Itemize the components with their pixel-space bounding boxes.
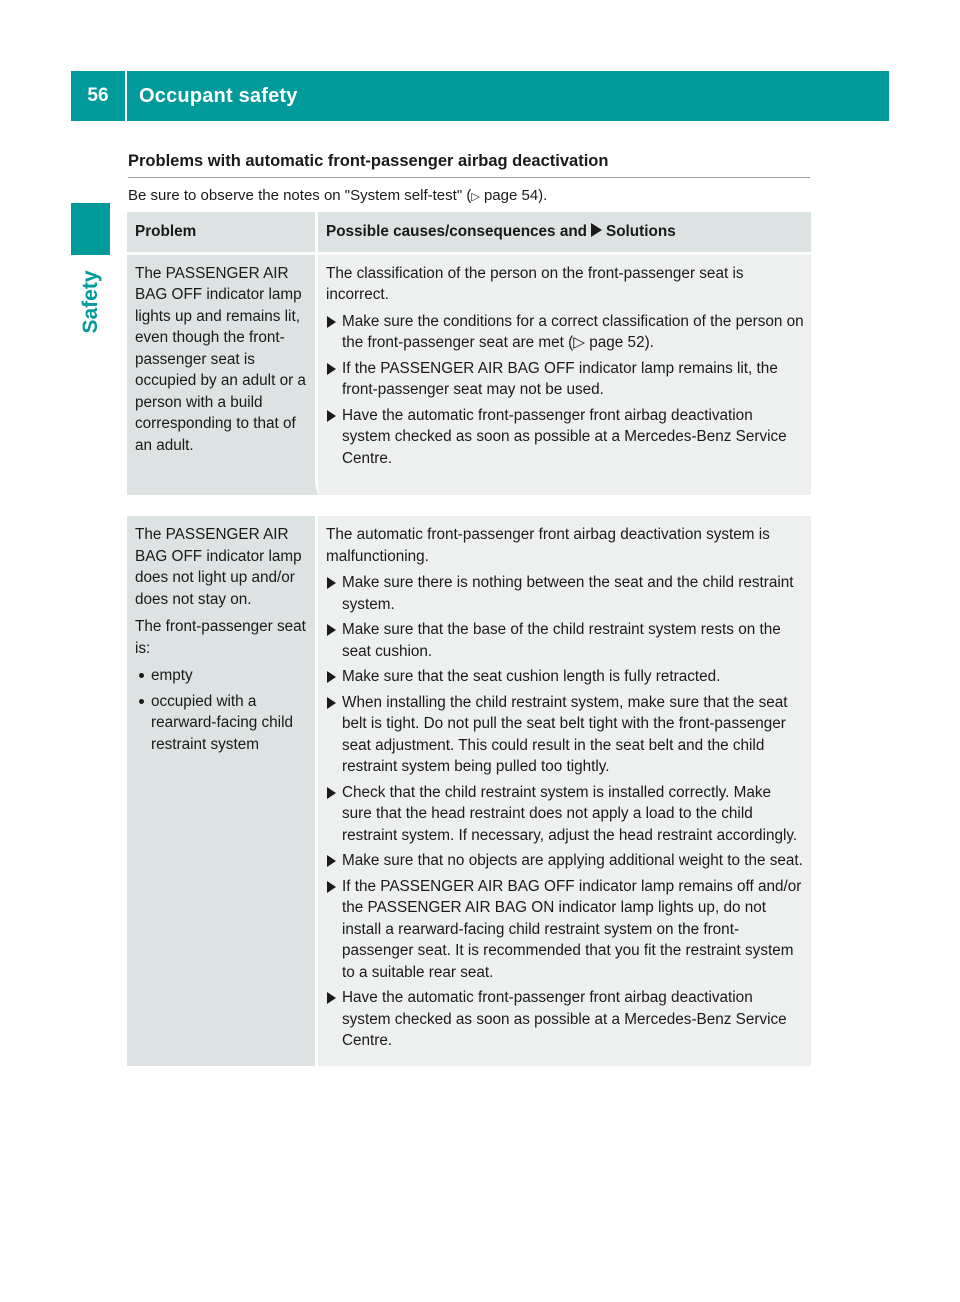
list-item	[326, 876, 804, 984]
cause-text: The classification of the person on the front-passenger seat is incorrect.	[326, 264, 744, 303]
page-number: 56	[87, 85, 109, 106]
step-text: Have the automatic front-passenger front airbag deactivation system checked as soon as possible at a Mercedes-Benz Service Centre.	[342, 989, 787, 1049]
list-item	[326, 987, 804, 1052]
step-text: Make sure there is nothing between the seat and the child restraint system.	[342, 574, 794, 613]
list-item	[326, 358, 804, 401]
step-text: Make sure the conditions for a correct classification of the person on the front-passenger seat are met (▷ page 52).	[342, 312, 804, 351]
header-causes-solutions	[318, 212, 811, 255]
problem-cell	[127, 516, 318, 1066]
solution-cell	[318, 255, 811, 496]
list-item	[326, 619, 804, 662]
problem-text: The PASSENGER AIR BAG OFF indicator lamp lights up and remains lit, even though the front-passenger seat is occupied by an adult or a person with a build corresponding to that of an adult.	[135, 264, 306, 454]
step-arrow-icon	[327, 881, 336, 893]
list-item	[135, 665, 308, 687]
solution-steps	[326, 311, 804, 470]
solution-cell	[318, 516, 811, 1066]
step-arrow-icon	[327, 787, 336, 799]
step-arrow-icon	[327, 624, 336, 636]
list-item	[326, 782, 804, 847]
row-separator-cell	[127, 495, 811, 516]
step-arrow-icon	[327, 671, 336, 683]
side-section-label	[71, 262, 110, 342]
step-text: Make sure that no objects are applying additional weight to the seat.	[342, 852, 803, 869]
step-arrow-icon	[327, 363, 336, 375]
problem-text: The PASSENGER AIR BAG OFF indicator lamp does not light up and/or does not stay on.	[135, 526, 302, 608]
bullet-text: occupied with a rearward-facing child restraint system	[151, 692, 293, 753]
step-text: Make sure that the seat cushion length is fully retracted.	[342, 668, 721, 685]
table-header-row	[127, 212, 811, 255]
step-text: Have the automatic front-passenger front airbag deactivation system checked as soon as possible at a Mercedes-Benz Service Centre.	[342, 406, 787, 467]
bullet-icon	[139, 699, 144, 704]
header-causes-text: Possible causes/consequences and	[326, 223, 588, 240]
step-arrow-icon	[327, 992, 336, 1004]
table-row	[127, 516, 811, 1066]
header-bar	[71, 71, 889, 121]
problem-cell	[127, 255, 318, 496]
list-item	[326, 405, 804, 470]
step-text: Check that the child restraint system is installed correctly. Make sure that the head restraint does not apply a load to the child restraint system. If necessary, adjust the head restraint accordingly.	[342, 783, 798, 844]
side-tab-marker	[71, 203, 110, 255]
list-item	[326, 311, 804, 354]
step-arrow-icon	[327, 697, 336, 709]
step-text: Make sure that the base of the child restraint system rests on the seat cushion.	[342, 621, 781, 660]
problem-para2: The front-passenger seat is:	[135, 618, 306, 657]
list-item	[326, 692, 804, 778]
step-arrow-icon	[327, 577, 336, 589]
bullet-icon	[139, 673, 144, 678]
table-row	[127, 255, 811, 496]
step-arrow-icon	[327, 855, 336, 867]
step-text: If the PASSENGER AIR BAG OFF indicator lamp remains off and/or the PASSENGER AIR BAG ON indicator lamp lights up, do not install a rearward-facing child restraint system on the front-passenger seat. It is recommended that you fit the restraint system to a suitable rear seat.	[342, 877, 802, 981]
step-text: If the PASSENGER AIR BAG OFF indicator lamp remains lit, the front-passenger seat may not be used.	[342, 359, 778, 398]
list-item	[326, 666, 804, 688]
solution-steps	[326, 572, 804, 1052]
row-separator	[127, 495, 811, 516]
problem-bullets	[135, 665, 308, 755]
intro-before: Be sure to observe the notes on "System self-test" (	[128, 187, 472, 204]
bullet-text: empty	[151, 667, 193, 684]
step-arrow-icon	[327, 410, 336, 422]
cause-text: The automatic front-passenger front airbag deactivation system is malfunctioning.	[326, 526, 770, 565]
chapter-title: Occupant safety	[139, 84, 298, 107]
side-label-text: Safety	[78, 270, 102, 334]
list-item	[326, 850, 804, 872]
list-item	[326, 572, 804, 615]
intro-text	[128, 187, 547, 204]
problems-table	[127, 212, 811, 1066]
page-reference-icon: ▷	[471, 191, 480, 203]
section-title: Problems with automatic front-passenger airbag deactivation	[128, 152, 810, 178]
header-solutions-text: Solutions	[606, 223, 676, 240]
intro-after[interactable]: page 54).	[479, 187, 548, 204]
solutions-arrow-icon	[591, 223, 602, 237]
step-arrow-icon	[327, 316, 336, 328]
header-problem: Problem	[127, 212, 318, 255]
step-text: When installing the child restraint system, make sure that the seat belt is tight. Do not pull the seat belt tight with the front-passenger seat adjustment. This could result in the seat belt and the child restraint system being pulled too tightly.	[342, 693, 788, 775]
list-item	[135, 691, 308, 756]
